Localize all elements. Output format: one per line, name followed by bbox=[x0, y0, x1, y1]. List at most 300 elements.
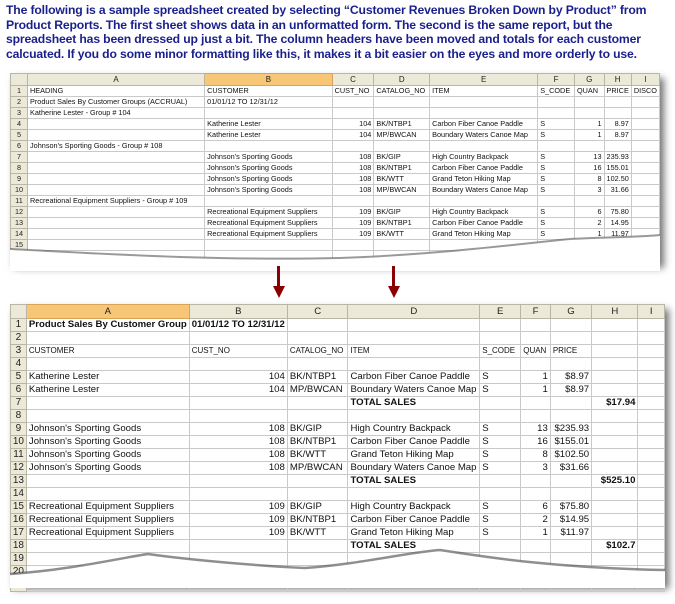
cell-e1[interactable]: ITEM bbox=[430, 86, 538, 97]
row-header[interactable]: 2 bbox=[11, 332, 27, 345]
select-all-corner[interactable] bbox=[11, 305, 27, 319]
cell-g11[interactable] bbox=[574, 196, 604, 207]
cell-i6[interactable] bbox=[638, 384, 665, 397]
cell-c6[interactable] bbox=[332, 141, 374, 152]
cell-e7[interactable]: High Country Backpack bbox=[430, 152, 538, 163]
cell-h4[interactable]: 8.97 bbox=[604, 119, 631, 130]
cell-g6[interactable] bbox=[574, 141, 604, 152]
cell-h5[interactable]: 8.97 bbox=[604, 130, 631, 141]
cell-e13[interactable]: Carbon Fiber Canoe Paddle bbox=[430, 218, 538, 229]
cell-h3[interactable] bbox=[604, 108, 631, 119]
cell-c1[interactable]: CUST_NO bbox=[332, 86, 374, 97]
cell-b9[interactable]: 108 bbox=[189, 423, 287, 436]
cell-c4[interactable]: 104 bbox=[332, 119, 374, 130]
cell-i4[interactable] bbox=[638, 358, 665, 371]
cell-f10[interactable]: S bbox=[538, 185, 575, 196]
cell-a9[interactable] bbox=[28, 174, 205, 185]
cell-h5[interactable] bbox=[592, 371, 638, 384]
cell-b6[interactable]: 104 bbox=[189, 384, 287, 397]
cell-d17[interactable]: Grand Teton Hiking Map bbox=[348, 527, 480, 540]
cell-b6[interactable] bbox=[205, 141, 332, 152]
cell-c9[interactable]: 108 bbox=[332, 174, 374, 185]
cell-d4[interactable] bbox=[348, 358, 480, 371]
cell-b8[interactable]: Johnson's Sporting Goods bbox=[205, 163, 332, 174]
cell-d4[interactable]: BK/NTBP1 bbox=[374, 119, 430, 130]
cell-a9[interactable]: Johnson's Sporting Goods bbox=[26, 423, 189, 436]
cell-f14[interactable]: S bbox=[538, 229, 575, 240]
cell-g16[interactable]: $14.95 bbox=[550, 514, 591, 527]
cell-a17[interactable]: Recreational Equipment Suppliers bbox=[26, 527, 189, 540]
row-header[interactable]: 7 bbox=[11, 152, 28, 163]
cell-a4[interactable] bbox=[28, 119, 205, 130]
cell-d10[interactable]: Carbon Fiber Canoe Paddle bbox=[348, 436, 480, 449]
cell-b3[interactable] bbox=[205, 108, 332, 119]
column-header-a[interactable]: A bbox=[28, 74, 205, 86]
cell-i8[interactable] bbox=[638, 410, 665, 423]
cell-f1[interactable] bbox=[521, 319, 551, 332]
cell-d2[interactable] bbox=[374, 97, 430, 108]
cell-h7[interactable]: $17.94 bbox=[592, 397, 638, 410]
cell-h2[interactable] bbox=[604, 97, 631, 108]
cell-a5[interactable]: Katherine Lester bbox=[26, 371, 189, 384]
row-header[interactable]: 16 bbox=[11, 514, 27, 527]
cell-a6[interactable]: Johnson's Sporting Goods - Group # 108 bbox=[28, 141, 205, 152]
row-header[interactable]: 10 bbox=[11, 185, 28, 196]
row-header[interactable]: 14 bbox=[11, 229, 28, 240]
cell-f3[interactable] bbox=[538, 108, 575, 119]
cell-b7[interactable] bbox=[189, 397, 287, 410]
cell-d5[interactable]: MP/BWCAN bbox=[374, 130, 430, 141]
cell-e13[interactable] bbox=[480, 475, 521, 488]
cell-i9[interactable] bbox=[631, 174, 659, 185]
cell-f4[interactable]: S bbox=[538, 119, 575, 130]
cell-g7[interactable] bbox=[550, 397, 591, 410]
column-header-i[interactable]: I bbox=[638, 305, 665, 319]
cell-a12[interactable] bbox=[28, 207, 205, 218]
cell-d14[interactable] bbox=[348, 488, 480, 501]
cell-i12[interactable] bbox=[638, 462, 665, 475]
cell-d7[interactable]: BK/GIP bbox=[374, 152, 430, 163]
cell-a8[interactable] bbox=[28, 163, 205, 174]
cell-d10[interactable]: MP/BWCAN bbox=[374, 185, 430, 196]
cell-b9[interactable]: Johnson's Sporting Goods bbox=[205, 174, 332, 185]
cell-h3[interactable] bbox=[592, 345, 638, 358]
cell-c9[interactable]: BK/GIP bbox=[287, 423, 348, 436]
cell-d11[interactable]: Grand Teton Hiking Map bbox=[348, 449, 480, 462]
row-header[interactable]: 3 bbox=[11, 108, 28, 119]
column-header-e[interactable]: E bbox=[430, 74, 538, 86]
cell-c1[interactable] bbox=[287, 319, 348, 332]
cell-b5[interactable]: Katherine Lester bbox=[205, 130, 332, 141]
cell-h9[interactable] bbox=[592, 423, 638, 436]
cell-f9[interactable]: 13 bbox=[521, 423, 551, 436]
column-header-i[interactable]: I bbox=[631, 74, 659, 86]
cell-c5[interactable]: BK/NTBP1 bbox=[287, 371, 348, 384]
cell-e11[interactable]: S bbox=[480, 449, 521, 462]
cell-d13[interactable]: BK/NTBP1 bbox=[374, 218, 430, 229]
cell-b1[interactable]: CUSTOMER bbox=[205, 86, 332, 97]
cell-d5[interactable]: Carbon Fiber Canoe Paddle bbox=[348, 371, 480, 384]
cell-c3[interactable] bbox=[332, 108, 374, 119]
cell-c6[interactable]: MP/BWCAN bbox=[287, 384, 348, 397]
cell-a5[interactable] bbox=[28, 130, 205, 141]
cell-e8[interactable]: Carbon Fiber Canoe Paddle bbox=[430, 163, 538, 174]
cell-g9[interactable]: 8 bbox=[574, 174, 604, 185]
cell-h8[interactable]: 155.01 bbox=[604, 163, 631, 174]
cell-f6[interactable] bbox=[538, 141, 575, 152]
cell-g1[interactable] bbox=[550, 319, 591, 332]
cell-d8[interactable] bbox=[348, 410, 480, 423]
cell-d6[interactable]: Boundary Waters Canoe Map bbox=[348, 384, 480, 397]
cell-g14[interactable]: 1 bbox=[574, 229, 604, 240]
cell-e11[interactable] bbox=[430, 196, 538, 207]
cell-i10[interactable] bbox=[638, 436, 665, 449]
cell-a15[interactable]: Recreational Equipment Suppliers bbox=[26, 501, 189, 514]
cell-c16[interactable]: BK/NTBP1 bbox=[287, 514, 348, 527]
cell-h12[interactable] bbox=[592, 462, 638, 475]
cell-b2[interactable] bbox=[189, 332, 287, 345]
cell-i7[interactable] bbox=[638, 397, 665, 410]
cell-b12[interactable]: 108 bbox=[189, 462, 287, 475]
row-header[interactable]: 3 bbox=[11, 345, 27, 358]
cell-i8[interactable] bbox=[631, 163, 659, 174]
cell-g1[interactable]: QUAN bbox=[574, 86, 604, 97]
cell-c12[interactable]: 109 bbox=[332, 207, 374, 218]
cell-g13[interactable] bbox=[550, 475, 591, 488]
cell-g8[interactable] bbox=[550, 410, 591, 423]
cell-i11[interactable] bbox=[631, 196, 659, 207]
cell-g10[interactable]: $155.01 bbox=[550, 436, 591, 449]
cell-e6[interactable]: S bbox=[480, 384, 521, 397]
row-header[interactable]: 14 bbox=[11, 488, 27, 501]
cell-d1[interactable] bbox=[348, 319, 480, 332]
row-header[interactable]: 1 bbox=[11, 86, 28, 97]
cell-b5[interactable]: 104 bbox=[189, 371, 287, 384]
row-header[interactable]: 19 bbox=[11, 553, 27, 566]
cell-g15[interactable]: $75.80 bbox=[550, 501, 591, 514]
cell-a4[interactable] bbox=[26, 358, 189, 371]
cell-b2[interactable]: 01/01/12 TO 12/31/12 bbox=[205, 97, 332, 108]
cell-g5[interactable]: $8.97 bbox=[550, 371, 591, 384]
row-header[interactable]: 8 bbox=[11, 410, 27, 423]
column-header-d[interactable]: D bbox=[374, 74, 430, 86]
column-header-c[interactable]: C bbox=[332, 74, 374, 86]
cell-h1[interactable] bbox=[592, 319, 638, 332]
cell-i4[interactable] bbox=[631, 119, 659, 130]
cell-d9[interactable]: High Country Backpack bbox=[348, 423, 480, 436]
cell-g2[interactable] bbox=[574, 97, 604, 108]
cell-a7[interactable] bbox=[26, 397, 189, 410]
cell-d12[interactable]: BK/GIP bbox=[374, 207, 430, 218]
cell-d1[interactable]: CATALOG_NO bbox=[374, 86, 430, 97]
cell-a10[interactable] bbox=[28, 185, 205, 196]
cell-b15[interactable]: 109 bbox=[189, 501, 287, 514]
cell-i1[interactable]: DISCO bbox=[631, 86, 659, 97]
cell-h6[interactable] bbox=[592, 384, 638, 397]
cell-b4[interactable]: Katherine Lester bbox=[205, 119, 332, 130]
row-header[interactable]: 17 bbox=[11, 527, 27, 540]
cell-g14[interactable] bbox=[550, 488, 591, 501]
cell-c10[interactable]: 108 bbox=[332, 185, 374, 196]
cell-h16[interactable] bbox=[592, 514, 638, 527]
cell-a7[interactable] bbox=[28, 152, 205, 163]
row-header[interactable]: 2 bbox=[11, 97, 28, 108]
cell-e9[interactable]: Grand Teton Hiking Map bbox=[430, 174, 538, 185]
cell-d16[interactable]: Carbon Fiber Canoe Paddle bbox=[348, 514, 480, 527]
cell-c11[interactable] bbox=[332, 196, 374, 207]
cell-i12[interactable] bbox=[631, 207, 659, 218]
row-header[interactable]: 18 bbox=[11, 540, 27, 553]
cell-b1[interactable]: 01/01/12 TO 12/31/12 bbox=[189, 319, 287, 332]
cell-h17[interactable] bbox=[592, 527, 638, 540]
row-header[interactable]: 10 bbox=[11, 436, 27, 449]
cell-d13[interactable]: TOTAL SALES bbox=[348, 475, 480, 488]
column-header-e[interactable]: E bbox=[480, 305, 521, 319]
cell-g6[interactable]: $8.97 bbox=[550, 384, 591, 397]
cell-g11[interactable]: $102.50 bbox=[550, 449, 591, 462]
cell-g17[interactable]: $11.97 bbox=[550, 527, 591, 540]
row-header[interactable]: 7 bbox=[11, 397, 27, 410]
cell-e12[interactable]: S bbox=[480, 462, 521, 475]
cell-b7[interactable]: Johnson's Sporting Goods bbox=[205, 152, 332, 163]
cell-f9[interactable]: S bbox=[538, 174, 575, 185]
cell-e14[interactable] bbox=[480, 488, 521, 501]
row-header[interactable]: 12 bbox=[11, 207, 28, 218]
cell-b11[interactable] bbox=[205, 196, 332, 207]
cell-g13[interactable]: 2 bbox=[574, 218, 604, 229]
cell-f11[interactable] bbox=[538, 196, 575, 207]
cell-e2[interactable] bbox=[480, 332, 521, 345]
cell-c12[interactable]: MP/BWCAN bbox=[287, 462, 348, 475]
cell-f7[interactable] bbox=[521, 397, 551, 410]
cell-c8[interactable] bbox=[287, 410, 348, 423]
cell-c4[interactable] bbox=[287, 358, 348, 371]
cell-g2[interactable] bbox=[550, 332, 591, 345]
cell-e17[interactable]: S bbox=[480, 527, 521, 540]
cell-c2[interactable] bbox=[332, 97, 374, 108]
cell-f4[interactable] bbox=[521, 358, 551, 371]
row-header[interactable]: 20 bbox=[11, 566, 27, 579]
cell-d9[interactable]: BK/WTT bbox=[374, 174, 430, 185]
cell-i13[interactable] bbox=[631, 218, 659, 229]
cell-h14[interactable] bbox=[592, 488, 638, 501]
cell-g3[interactable] bbox=[574, 108, 604, 119]
cell-g12[interactable]: $31.66 bbox=[550, 462, 591, 475]
cell-e8[interactable] bbox=[480, 410, 521, 423]
cell-c2[interactable] bbox=[287, 332, 348, 345]
cell-e3[interactable]: S_CODE bbox=[480, 345, 521, 358]
cell-i5[interactable] bbox=[631, 130, 659, 141]
cell-a13[interactable] bbox=[26, 475, 189, 488]
row-header[interactable]: 5 bbox=[11, 371, 27, 384]
column-header-b[interactable]: B bbox=[189, 305, 287, 319]
cell-f5[interactable]: 1 bbox=[521, 371, 551, 384]
cell-e7[interactable] bbox=[480, 397, 521, 410]
column-header-f[interactable]: F bbox=[538, 74, 575, 86]
row-header[interactable]: 11 bbox=[11, 449, 27, 462]
row-header[interactable]: 9 bbox=[11, 174, 28, 185]
cell-d2[interactable] bbox=[348, 332, 480, 345]
cell-b13[interactable]: Recreational Equipment Suppliers bbox=[205, 218, 332, 229]
cell-e15[interactable]: S bbox=[480, 501, 521, 514]
cell-h14[interactable]: 11.97 bbox=[604, 229, 631, 240]
cell-g5[interactable]: 1 bbox=[574, 130, 604, 141]
cell-d15[interactable]: High Country Backpack bbox=[348, 501, 480, 514]
cell-g8[interactable]: 16 bbox=[574, 163, 604, 174]
cell-i10[interactable] bbox=[631, 185, 659, 196]
cell-i3[interactable] bbox=[638, 345, 665, 358]
cell-f1[interactable]: S_CODE bbox=[538, 86, 575, 97]
cell-a2[interactable] bbox=[26, 332, 189, 345]
cell-b12[interactable]: Recreational Equipment Suppliers bbox=[205, 207, 332, 218]
cell-e5[interactable]: Boundary Waters Canoe Map bbox=[430, 130, 538, 141]
cell-i5[interactable] bbox=[638, 371, 665, 384]
cell-f2[interactable] bbox=[521, 332, 551, 345]
cell-a16[interactable]: Recreational Equipment Suppliers bbox=[26, 514, 189, 527]
cell-h1[interactable]: PRICE bbox=[604, 86, 631, 97]
cell-a10[interactable]: Johnson's Sporting Goods bbox=[26, 436, 189, 449]
row-header[interactable]: 13 bbox=[11, 475, 27, 488]
cell-b17[interactable]: 109 bbox=[189, 527, 287, 540]
cell-b11[interactable]: 108 bbox=[189, 449, 287, 462]
cell-f11[interactable]: 8 bbox=[521, 449, 551, 462]
cell-d3[interactable]: ITEM bbox=[348, 345, 480, 358]
cell-g12[interactable]: 6 bbox=[574, 207, 604, 218]
cell-h8[interactable] bbox=[592, 410, 638, 423]
cell-f12[interactable]: 3 bbox=[521, 462, 551, 475]
cell-f14[interactable] bbox=[521, 488, 551, 501]
column-header-f[interactable]: F bbox=[521, 305, 551, 319]
cell-i1[interactable] bbox=[638, 319, 665, 332]
cell-c17[interactable]: BK/WTT bbox=[287, 527, 348, 540]
cell-e1[interactable] bbox=[480, 319, 521, 332]
cell-d3[interactable] bbox=[374, 108, 430, 119]
cell-f12[interactable]: S bbox=[538, 207, 575, 218]
cell-a12[interactable]: Johnson's Sporting Goods bbox=[26, 462, 189, 475]
cell-i13[interactable] bbox=[638, 475, 665, 488]
cell-h18[interactable]: $102.7 bbox=[592, 540, 638, 553]
column-header-h[interactable]: H bbox=[604, 74, 631, 86]
row-header[interactable]: 15 bbox=[11, 240, 28, 251]
cell-f8[interactable]: S bbox=[538, 163, 575, 174]
row-header[interactable]: 4 bbox=[11, 119, 28, 130]
cell-c3[interactable]: CATALOG_NO bbox=[287, 345, 348, 358]
cell-f15[interactable]: 6 bbox=[521, 501, 551, 514]
cell-a11[interactable]: Recreational Equipment Suppliers - Group # 109 bbox=[28, 196, 205, 207]
cell-f6[interactable]: 1 bbox=[521, 384, 551, 397]
cell-f5[interactable]: S bbox=[538, 130, 575, 141]
cell-e3[interactable] bbox=[430, 108, 538, 119]
cell-i14[interactable] bbox=[638, 488, 665, 501]
cell-i7[interactable] bbox=[631, 152, 659, 163]
cell-h11[interactable] bbox=[592, 449, 638, 462]
cell-d6[interactable] bbox=[374, 141, 430, 152]
cell-a13[interactable] bbox=[28, 218, 205, 229]
cell-i9[interactable] bbox=[638, 423, 665, 436]
cell-h13[interactable]: $525.10 bbox=[592, 475, 638, 488]
cell-f16[interactable]: 2 bbox=[521, 514, 551, 527]
cell-h13[interactable]: 14.95 bbox=[604, 218, 631, 229]
column-header-b[interactable]: B bbox=[205, 74, 332, 86]
cell-e16[interactable]: S bbox=[480, 514, 521, 527]
cell-a3[interactable]: Katherine Lester - Group # 104 bbox=[28, 108, 205, 119]
cell-h15[interactable] bbox=[592, 501, 638, 514]
cell-g4[interactable]: 1 bbox=[574, 119, 604, 130]
cell-e2[interactable] bbox=[430, 97, 538, 108]
cell-d18[interactable]: TOTAL SALES bbox=[348, 540, 480, 553]
column-header-d[interactable]: D bbox=[348, 305, 480, 319]
cell-g9[interactable]: $235.93 bbox=[550, 423, 591, 436]
cell-e4[interactable] bbox=[480, 358, 521, 371]
cell-a8[interactable] bbox=[26, 410, 189, 423]
cell-h10[interactable] bbox=[592, 436, 638, 449]
cell-h6[interactable] bbox=[604, 141, 631, 152]
cell-c8[interactable]: 108 bbox=[332, 163, 374, 174]
cell-d7[interactable]: TOTAL SALES bbox=[348, 397, 480, 410]
row-header[interactable]: 15 bbox=[11, 501, 27, 514]
cell-f7[interactable]: S bbox=[538, 152, 575, 163]
cell-a1[interactable]: Product Sales By Customer Group bbox=[26, 319, 189, 332]
cell-a11[interactable]: Johnson's Sporting Goods bbox=[26, 449, 189, 462]
cell-e10[interactable]: S bbox=[480, 436, 521, 449]
cell-h2[interactable] bbox=[592, 332, 638, 345]
cell-f10[interactable]: 16 bbox=[521, 436, 551, 449]
cell-c11[interactable]: BK/WTT bbox=[287, 449, 348, 462]
cell-f17[interactable]: 1 bbox=[521, 527, 551, 540]
cell-a3[interactable]: CUSTOMER bbox=[26, 345, 189, 358]
cell-c15[interactable]: BK/GIP bbox=[287, 501, 348, 514]
cell-i2[interactable] bbox=[638, 332, 665, 345]
cell-f3[interactable]: QUAN bbox=[521, 345, 551, 358]
cell-c7[interactable]: 108 bbox=[332, 152, 374, 163]
cell-e9[interactable]: S bbox=[480, 423, 521, 436]
cell-f13[interactable]: S bbox=[538, 218, 575, 229]
column-header-g[interactable]: G bbox=[550, 305, 591, 319]
cell-h11[interactable] bbox=[604, 196, 631, 207]
row-header[interactable]: 6 bbox=[11, 141, 28, 152]
cell-b14[interactable]: Recreational Equipment Suppliers bbox=[205, 229, 332, 240]
cell-h12[interactable]: 75.80 bbox=[604, 207, 631, 218]
row-header[interactable]: 12 bbox=[11, 462, 27, 475]
cell-b10[interactable]: 108 bbox=[189, 436, 287, 449]
row-header[interactable]: 4 bbox=[11, 358, 27, 371]
cell-b4[interactable] bbox=[189, 358, 287, 371]
cell-h7[interactable]: 235.93 bbox=[604, 152, 631, 163]
cell-d11[interactable] bbox=[374, 196, 430, 207]
row-header[interactable]: 9 bbox=[11, 423, 27, 436]
row-header[interactable]: 11 bbox=[11, 196, 28, 207]
cell-b14[interactable] bbox=[189, 488, 287, 501]
cell-e5[interactable]: S bbox=[480, 371, 521, 384]
cell-c13[interactable]: 109 bbox=[332, 218, 374, 229]
cell-a2[interactable]: Product Sales By Customer Groups (ACCRUAL) bbox=[28, 97, 205, 108]
cell-e14[interactable]: Grand Teton Hiking Map bbox=[430, 229, 538, 240]
row-header[interactable]: 13 bbox=[11, 218, 28, 229]
cell-b16[interactable]: 109 bbox=[189, 514, 287, 527]
row-header[interactable]: 8 bbox=[11, 163, 28, 174]
cell-b10[interactable]: Johnson's Sporting Goods bbox=[205, 185, 332, 196]
cell-c14[interactable] bbox=[287, 488, 348, 501]
cell-h4[interactable] bbox=[592, 358, 638, 371]
cell-b8[interactable] bbox=[189, 410, 287, 423]
cell-c5[interactable]: 104 bbox=[332, 130, 374, 141]
row-header[interactable]: 6 bbox=[11, 384, 27, 397]
cell-c7[interactable] bbox=[287, 397, 348, 410]
cell-g7[interactable]: 13 bbox=[574, 152, 604, 163]
cell-c14[interactable]: 109 bbox=[332, 229, 374, 240]
column-header-h[interactable]: H bbox=[592, 305, 638, 319]
cell-d12[interactable]: Boundary Waters Canoe Map bbox=[348, 462, 480, 475]
